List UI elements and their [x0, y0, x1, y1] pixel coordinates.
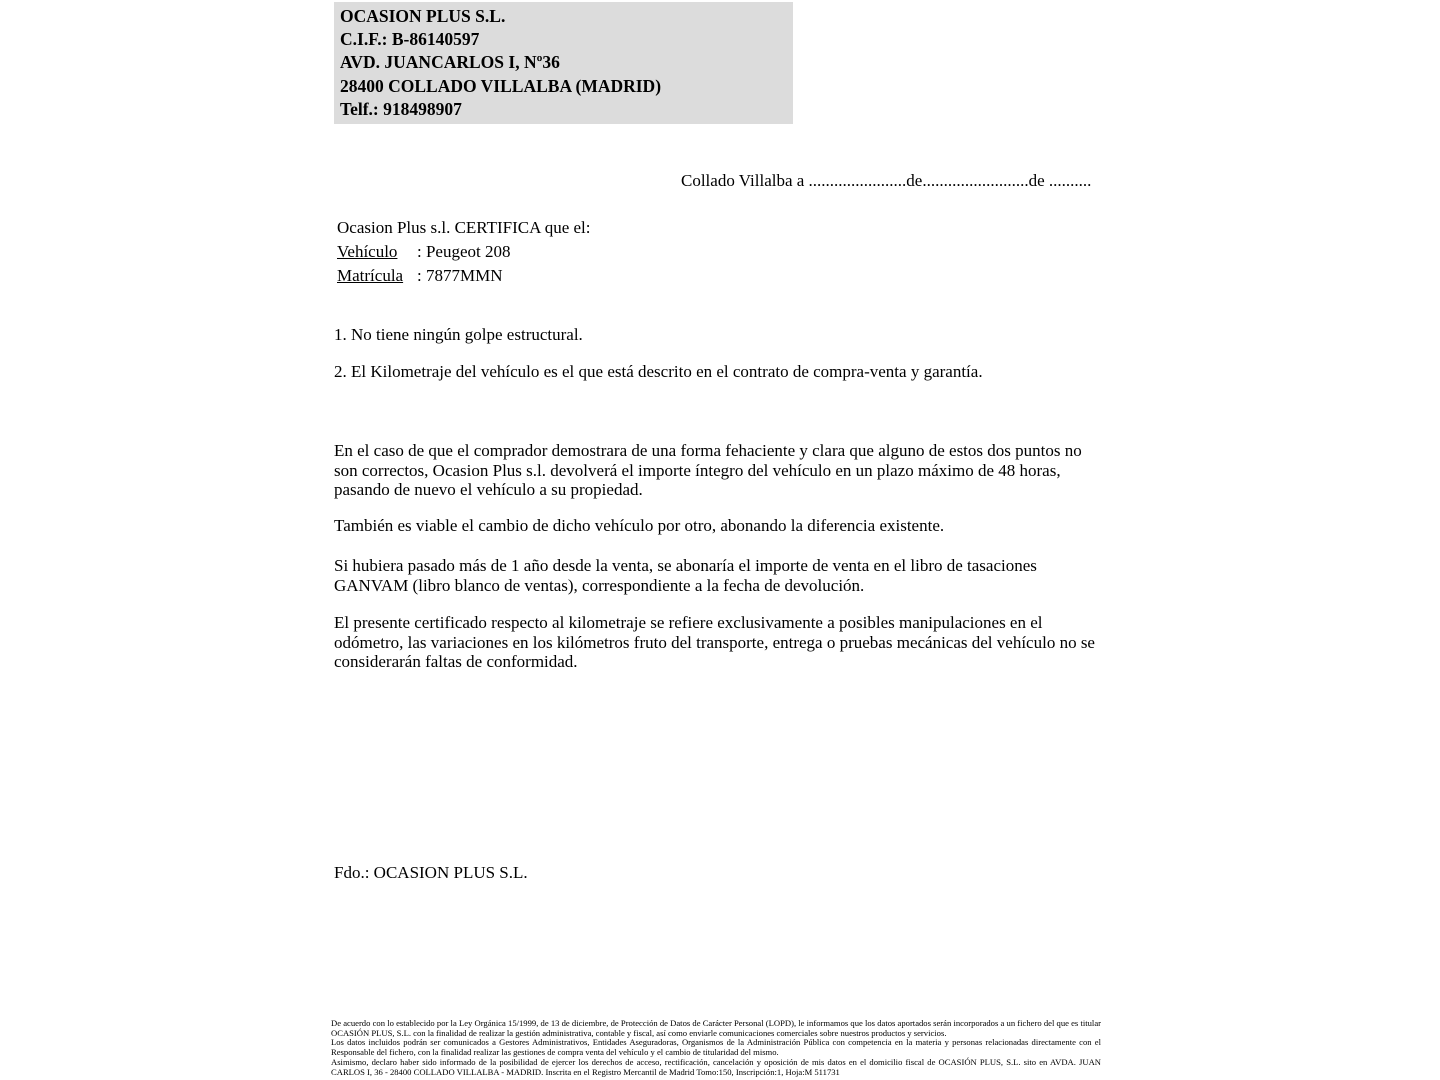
- legal-footer-paragraph-data-sharing: Los datos incluidos podrán ser comunicados a Gestores Administrativos, Entidades Aseguradoras, Organismos de la Administración Pública con competencia en la materia y personas relacionadas directamente con el Responsable del fichero, con la finalidad realizar las gestiones de compra venta del vehículo y el cambio de titularidad del mismo.: [331, 1037, 1101, 1058]
- certificate-intro: Ocasion Plus s.l. CERTIFICA que el:: [337, 218, 591, 237]
- company-name: OCASION PLUS S.L.: [340, 6, 506, 26]
- paragraph-exchange-option: También es viable el cambio de dicho vehículo por otro, abonando la diferencia existente.: [334, 516, 945, 535]
- vehicle-label: Vehículo: [337, 242, 398, 261]
- plate-line: [337, 264, 591, 288]
- date-line: Collado Villalba a .......................de.........................de ..........: [681, 171, 1092, 190]
- company-cif: C.I.F.: B-86140597: [340, 29, 480, 50]
- company-phone: Telf.: 918498907: [340, 98, 462, 119]
- point-1: 1. No tiene ningún golpe estructural.: [334, 325, 583, 344]
- paragraph-refund-policy: En el caso de que el comprador demostrara de una forma fehaciente y clara que alguno de estos dos puntos no son correctos, Ocasion Plus s.l. devolverá el importe íntegro del vehículo en un plazo máximo de 48 horas, pasando de nuevo el vehículo a su propiedad.: [334, 441, 1082, 500]
- signature-line: Fdo.: OCASION PLUS S.L.: [334, 863, 528, 882]
- plate-label: Matrícula: [337, 266, 404, 285]
- paragraph-ganvam-valuation: Si hubiera pasado más de 1 año desde la venta, se abonaría el importe de venta en el libro de tasaciones GANVAM (libro blanco de ventas), correspondiente a la fecha de devolución.: [334, 556, 1037, 595]
- point-2: 2. El Kilometraje del vehículo es el que está descrito en el contrato de compra-venta y garantía.: [334, 362, 983, 381]
- company-city: 28400 COLLADO VILLALBA (MADRID): [340, 75, 662, 96]
- legal-footer-paragraph-lopd: De acuerdo con lo establecido por la Ley Orgánica 15/1999, de 13 de diciembre, de Protección de Datos de Carácter Personal (LOPD), le informamos que los datos aportados serán incorporados a un fichero del que es titular OCASIÓN PLUS, S.L. con la finalidad de realizar la gestión administrativa, contable y fiscal, así como enviarle comunicaciones comerciales sobre nuestros productos y servicios.: [331, 1018, 1101, 1038]
- legal-footer-paragraph-rights: Asimismo, declaro haber sido informado de la posibilidad de ejercer los derechos de acceso, rectificación, cancelación y oposición de mis datos en el domicilio fiscal de OCASIÓN PLUS, S.L. sito en AVDA. JUAN CARLOS I, 36 - 28400 COLLADO VILLALBA - MADRID. Inscrita en el Registro Mercantil de Madrid Tomo:150, Inscripción:1, Hoja:M 511731: [331, 1056, 1101, 1077]
- company-address: AVD. JUANCARLOS I, Nº36: [340, 52, 560, 73]
- legal-footer: [331, 1019, 1101, 1077]
- paragraph-odometer-disclaimer: El presente certificado respecto al kilometraje se refiere exclusivamente a posibles manipulaciones en el odómetro, las variaciones en los kilómetros fruto del transporte, entrega o pruebas mecánicas del vehículo no se considerarán faltas de conformidad.: [334, 613, 1095, 672]
- plate-value: : 7877MMN: [417, 266, 503, 285]
- vehicle-line: [337, 240, 591, 264]
- certificate-block: [337, 216, 591, 288]
- vehicle-value: : Peugeot 208: [417, 242, 511, 261]
- vehicle-label-wrap: [337, 240, 417, 264]
- company-header-box: [334, 2, 793, 124]
- plate-label-wrap: [337, 264, 417, 288]
